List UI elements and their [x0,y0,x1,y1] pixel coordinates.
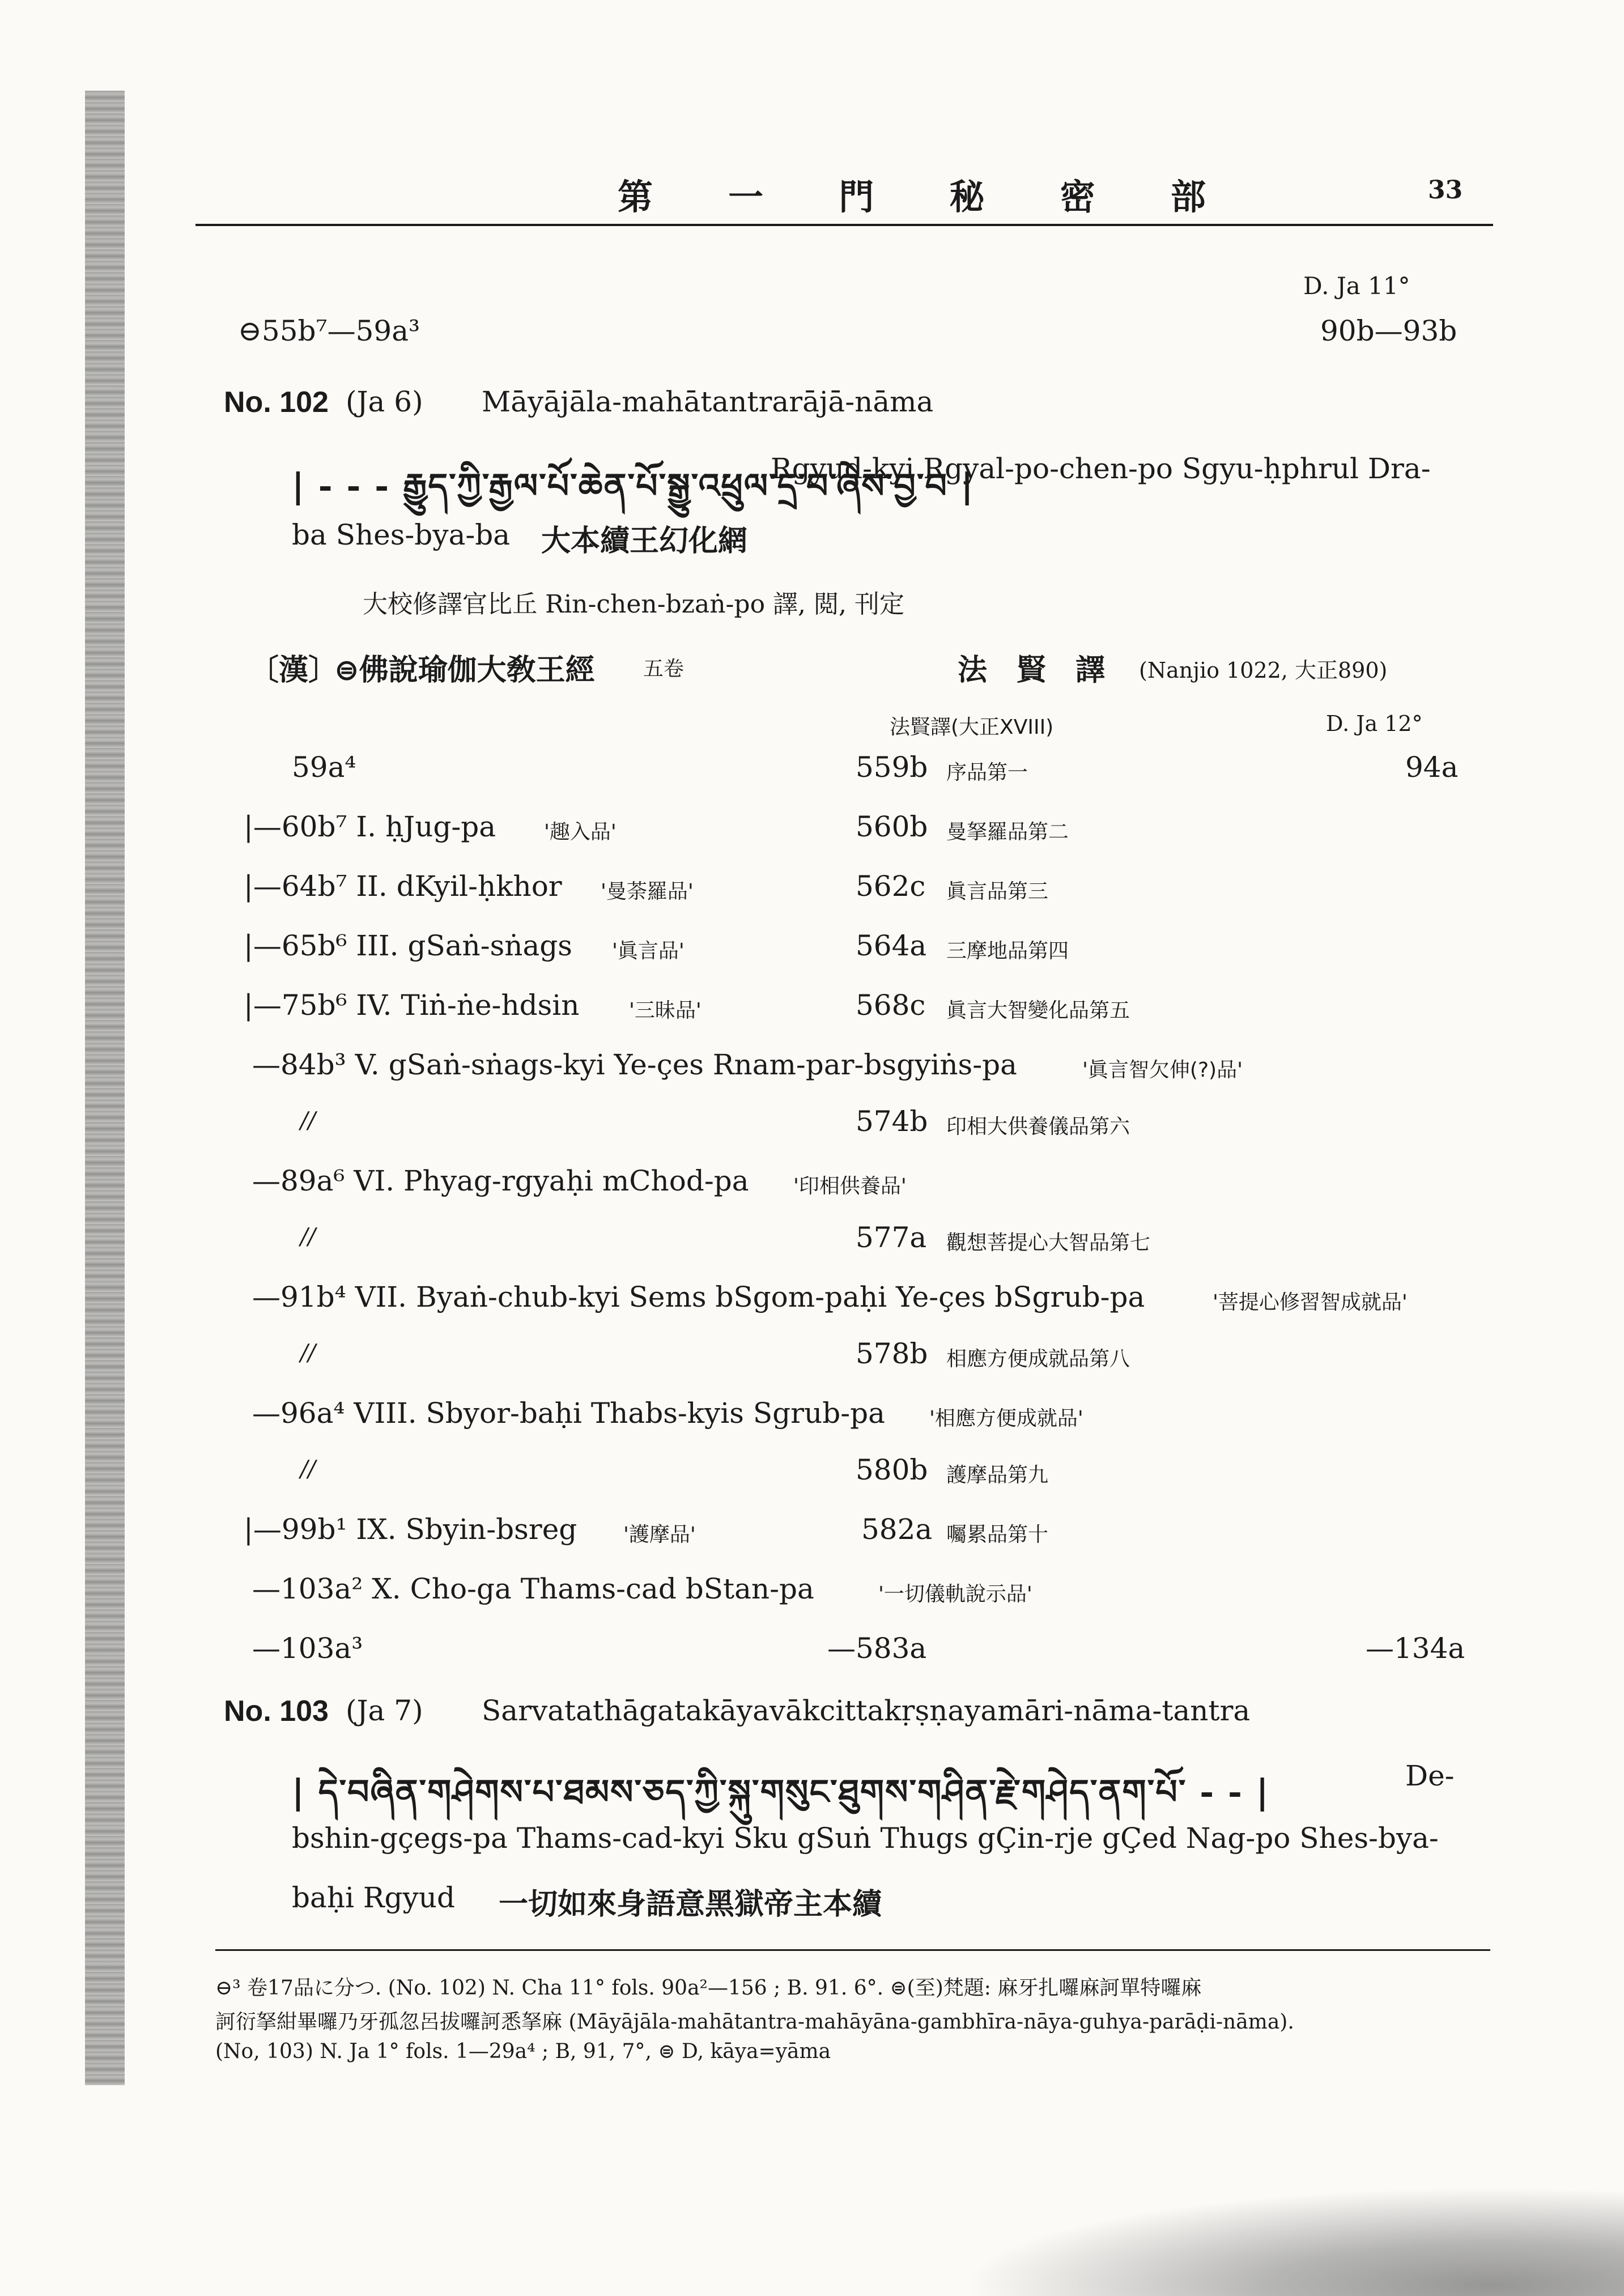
row-mid-chinese: 囑累品第十 [946,1523,1049,1546]
row-mid-page: 560b [856,810,928,843]
scan-edge-shadow [85,91,125,2085]
han-title: ⊜佛說瑜伽大敎王經 [334,653,595,687]
entry-103-tib-line2: bshin-gçegs-pa Thams-cad-kyi Sku gSuṅ Thugs gÇin-rje gÇed Nag-po Shes-bya- [292,1822,1439,1855]
row-mid-page: 568c [856,989,926,1022]
row-left: —103a² X. Cho-ga Thams-cad bStan-pa [252,1572,814,1605]
han-bracket: 〔漢〕 [249,653,338,687]
footnote-rule [215,1949,1490,1951]
dja-ref-top: D. Ja 11° [1303,272,1410,300]
row-mid-page: 564a [856,929,927,962]
entry-102-tib-line1: Rgyud-kyi Rgyal-po-chen-po Sgyu-ḥphrul Dra- [771,452,1431,485]
entry-102-translator: 大校修譯官比丘 Rin-chen-bzaṅ-po 譯, 閲, 刊定 [363,590,904,619]
row-mid-chinese: 印相大供養儀品第六 [946,1115,1130,1138]
row-left: —103a³ [252,1632,363,1665]
row-left-chinese: '眞言品' [612,939,685,963]
footnote-line-2: 訶衍拏紺畢囉乃牙孤忽呂拔囉訶悉拏麻 (Māyājāla-mahātantra-mahāyāna-gambhīra-nāya-guhya-parāḍi-nāma). [215,2010,1294,2034]
row-mid-page: —583a [827,1632,927,1665]
row-ditto: // [300,1456,316,1482]
row-mid-chinese: 曼拏羅品第二 [946,820,1069,844]
entry-102-title: Māyājāla-mahātantrarājā-nāma [482,385,934,418]
column-head-right: D. Ja 12° [1326,711,1423,736]
row-left-chinese: '相應方便成就品' [929,1407,1083,1430]
right-folio-range: 90b—93b [1320,314,1457,347]
footnote-line-3: (No, 103) N. Ja 1° fols. 1—29a⁴ ; B, 91, 7°, ⊜ D, kāya=yāma [215,2040,831,2063]
entry-103-chinese-title: 一切如來身語意黑獄帝主本續 [499,1887,882,1921]
row-left-chinese: '護摩品' [623,1523,696,1546]
row-mid-page: 580b [856,1453,928,1486]
han-volumes: 五卷 [643,657,685,681]
row-left-chinese: '菩提心修習智成就品' [1213,1291,1408,1314]
running-header-title: 第 一 門 秘 密 部 [618,176,1238,218]
row-left-chinese: '印相供養品' [793,1175,907,1198]
row-mid-chinese: 眞言品第三 [946,880,1049,903]
row-mid-chinese: 序品第一 [946,761,1028,784]
row-mid-page: 562c [856,870,926,903]
row-left: |—64b⁷ II. dKyil-ḥkhor [244,870,562,903]
entry-103-title: Sarvatathāgatakāyavākcittakṛṣṇayamāri-nāma-tantra [482,1694,1251,1727]
row-mid-chinese: 三摩地品第四 [946,939,1069,963]
row-mid-chinese: 相應方便成就品第八 [946,1347,1130,1371]
row-mid-page: 578b [856,1337,928,1370]
row-left: —91b⁴ VII. Byaṅ-chub-kyi Sems bSgom-paḥi Ye-çes bSgrub-pa [252,1281,1145,1313]
row-mid-page: 582a [861,1513,933,1546]
row-left: |—75b⁶ IV. Tiṅ-ṅe-hdsin [244,989,580,1022]
row-left: |—65b⁶ III. gSaṅ-sṅags [244,929,572,962]
header-rule [195,224,1493,226]
entry-102-tibetan-script: | - - - རྒྱུད་ཀྱི་རྒྱལ་པོ་ཆེན་པོ་སྒྱུ་འཕྲུལ་དྲ་བ་ཞེས་བྱ་བ | [292,466,975,506]
row-left-chinese: '曼荼羅品' [601,880,694,903]
row-mid-chinese: 觀想菩提心大智品第七 [946,1231,1151,1255]
entry-103-tib-end: De- [1405,1759,1455,1792]
row-left-chinese: '三昧品' [629,999,702,1022]
row-left: |—60b⁷ I. ḥJug-pa [244,810,496,843]
row-ditto: // [300,1340,316,1366]
row-mid-chinese: 護摩品第九 [946,1464,1049,1487]
row-left: —89a⁶ VI. Phyag-rgyaḥi mChod-pa [252,1164,749,1197]
row-left: 59a⁴ [292,751,356,784]
han-ref: (Nanjio 1022, 大正890) [1139,658,1388,683]
entry-103-tibetan-script: | དེ་བཞིན་གཤེགས་པ་ཐམས་ཅད་ཀྱི་སྐུ་གསུང་ཐུགས་གཤིན་རྗེ་གཤེད་ནག་པོ་ - - | [292,1772,1270,1812]
entry-103-number: No. 103 [224,1695,329,1728]
entry-102-ref: (Ja 6) [346,385,423,418]
row-right: 94a [1405,751,1459,784]
row-right: —134a [1366,1632,1465,1665]
footnote-line-1: ⊖³ 卷17品に分つ. (No. 102) N. Cha 11° fols. 90a²—156 ; B. 91. 6°. ⊜(至)梵題: 麻牙扎囉麻訶單特囉麻 [215,1976,1202,2000]
entry-102-number: No. 102 [224,386,329,419]
row-left-chinese: '一切儀軌說示品' [878,1583,1032,1606]
row-ditto: // [300,1108,316,1134]
row-left-chinese: '趣入品' [544,820,617,844]
column-head-mid: 法賢譯(大正XVIII) [890,716,1054,739]
entry-103-ref: (Ja 7) [346,1694,423,1727]
row-mid-chinese: 眞言大智變化品第五 [946,999,1130,1022]
row-left: —96a⁴ VIII. Sbyor-baḥi Thabs-kyis Sgrub-pa [252,1397,885,1430]
row-mid-page: 577a [856,1221,927,1254]
row-left: —84b³ V. gSaṅ-sṅags-kyi Ye-çes Rnam-par-bsgyiṅs-pa [252,1048,1017,1081]
left-folio-range: ⊖55b⁷—59a³ [238,314,420,347]
entry-103-tib-line3: baḥi Rgyud [292,1881,456,1914]
row-ditto: // [300,1224,316,1250]
row-mid-page: 559b [856,751,928,784]
scan-corner-shadow [963,2187,1624,2296]
row-left: |—99b¹ IX. Sbyin-bsreg [244,1513,577,1546]
han-translator: 法 賢 譯 [958,653,1106,687]
page-number: 33 [1428,176,1463,205]
row-mid-page: 574b [856,1105,928,1138]
entry-102-chinese-title: 大本續王幻化網 [541,524,748,558]
entry-102-tib-line2: ba Shes-bya-ba [292,518,511,551]
row-left-chinese: '眞言智欠伸(?)品' [1082,1058,1243,1082]
